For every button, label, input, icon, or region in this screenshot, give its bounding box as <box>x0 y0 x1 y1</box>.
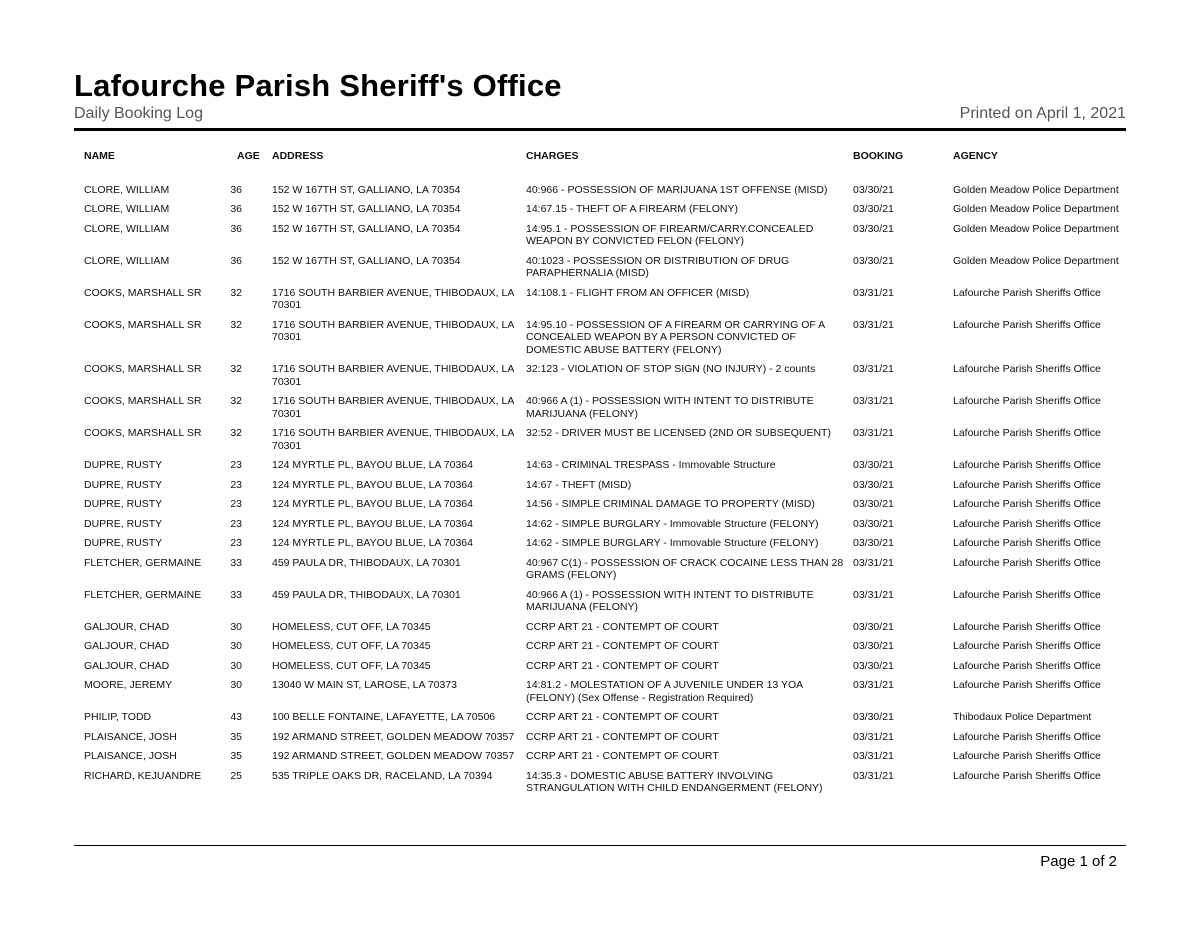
row-spacer <box>74 637 84 657</box>
row-spacer <box>74 586 84 618</box>
cell-booking: 03/31/21 <box>853 730 894 743</box>
cell-name: FLETCHER, GERMAINE <box>84 588 202 601</box>
cell-booking: 03/30/21 <box>853 498 894 510</box>
table-row <box>74 747 1126 767</box>
cell-address: 1716 SOUTH BARBIER AVENUE, THIBODAUX, LA 70301 <box>272 286 514 311</box>
cell-agency: Lafourche Parish Sheriffs Office <box>953 517 1101 530</box>
cell-age: 23 <box>230 537 242 549</box>
row-spacer <box>74 554 84 586</box>
cell-name: PLAISANCE, JOSH <box>84 750 177 762</box>
cell-name: COOKS, MARSHALL SR <box>84 363 202 375</box>
table-row <box>74 284 1126 316</box>
table-row <box>74 181 1126 201</box>
page-number: Page 1 of 2 <box>1040 853 1117 870</box>
cell-charges: 14:63 - CRIMINAL TRESPASS - Immovable Structure <box>526 459 776 471</box>
cell-charges: 40:966 A (1) - POSSESSION WITH INTENT TO DISTRIBUTE MARIJUANA (FELONY) <box>526 395 814 420</box>
cell-booking: 03/30/21 <box>853 183 894 196</box>
printed-date: Printed on April 1, 2021 <box>959 105 1126 122</box>
cell-name: CLORE, WILLIAM <box>84 183 170 196</box>
cell-booking: 03/31/21 <box>853 588 894 601</box>
cell-charges: 14:62 - SIMPLE BURGLARY - Immovable Structure (FELONY) <box>526 537 819 549</box>
cell-agency: Lafourche Parish Sheriffs Office <box>953 556 1101 569</box>
header-divider <box>74 128 1126 131</box>
cell-booking: 03/30/21 <box>853 659 894 672</box>
cell-address: 535 TRIPLE OAKS DR, RACELAND, LA 70394 <box>272 769 493 782</box>
cell-booking: 03/31/21 <box>853 395 894 407</box>
cell-name: GALJOUR, CHAD <box>84 620 170 633</box>
table-row <box>74 637 1126 657</box>
cell-booking: 03/31/21 <box>853 286 894 299</box>
column-header-name: NAME <box>84 150 115 162</box>
cell-address: 152 W 167TH ST, GALLIANO, LA 70354 <box>272 254 461 267</box>
cell-agency: Lafourche Parish Sheriffs Office <box>953 286 1101 299</box>
cell-booking: 03/30/21 <box>853 254 894 267</box>
row-spacer <box>74 424 84 456</box>
cell-charges: 14:81.2 - MOLESTATION OF A JUVENILE UNDER 13 YOA (FELONY) (Sex Offense - Registration Required) <box>526 679 803 704</box>
cell-address: 152 W 167TH ST, GALLIANO, LA 70354 <box>272 222 461 235</box>
cell-age: 30 <box>230 640 242 652</box>
cell-age: 33 <box>230 588 242 601</box>
table-row <box>74 456 1126 476</box>
cell-booking: 03/30/21 <box>853 620 894 633</box>
booking-table <box>74 148 1126 799</box>
cell-agency: Lafourche Parish Sheriffs Office <box>953 478 1101 491</box>
cell-address: 124 MYRTLE PL, BAYOU BLUE, LA 70364 <box>272 498 473 510</box>
page-title: Lafourche Parish Sheriff's Office <box>74 68 562 103</box>
table-row <box>74 220 1126 252</box>
cell-address: 152 W 167TH ST, GALLIANO, LA 70354 <box>272 183 461 196</box>
cell-address: 459 PAULA DR, THIBODAUX, LA 70301 <box>272 556 461 569</box>
cell-name: COOKS, MARSHALL SR <box>84 427 202 439</box>
row-spacer <box>74 456 84 476</box>
cell-agency: Lafourche Parish Sheriffs Office <box>953 537 1101 549</box>
row-spacer <box>74 708 84 728</box>
cell-agency: Lafourche Parish Sheriffs Office <box>953 395 1101 407</box>
cell-name: DUPRE, RUSTY <box>84 478 163 491</box>
cell-age: 43 <box>230 711 242 723</box>
cell-name: DUPRE, RUSTY <box>84 537 163 549</box>
cell-agency: Lafourche Parish Sheriffs Office <box>953 363 1101 375</box>
column-header-age: AGE <box>237 150 260 162</box>
cell-agency: Lafourche Parish Sheriffs Office <box>953 750 1101 762</box>
header-spacer <box>74 148 84 181</box>
cell-address: 459 PAULA DR, THIBODAUX, LA 70301 <box>272 588 461 601</box>
cell-name: PLAISANCE, JOSH <box>84 730 177 743</box>
cell-booking: 03/31/21 <box>853 318 894 331</box>
cell-address: HOMELESS, CUT OFF, LA 70345 <box>272 640 431 652</box>
table-body <box>74 181 1126 799</box>
cell-age: 23 <box>230 517 242 530</box>
cell-name: GALJOUR, CHAD <box>84 659 170 672</box>
cell-age: 36 <box>230 183 242 196</box>
table-row <box>74 534 1126 554</box>
cell-name: RICHARD, KEJUANDRE <box>84 769 202 782</box>
cell-charges: CCRP ART 21 - CONTEMPT OF COURT <box>526 711 719 723</box>
cell-name: PHILIP, TODD <box>84 711 152 723</box>
cell-agency: Golden Meadow Police Department <box>953 254 1119 267</box>
table-row <box>74 708 1126 728</box>
cell-age: 23 <box>230 459 242 471</box>
cell-charges: 14:62 - SIMPLE BURGLARY - Immovable Structure (FELONY) <box>526 517 819 530</box>
cell-age: 32 <box>230 427 242 439</box>
cell-booking: 03/31/21 <box>853 556 894 569</box>
row-spacer <box>74 767 84 799</box>
cell-charges: CCRP ART 21 - CONTEMPT OF COURT <box>526 659 719 672</box>
row-spacer <box>74 476 84 496</box>
cell-address: 152 W 167TH ST, GALLIANO, LA 70354 <box>272 203 461 215</box>
cell-agency: Lafourche Parish Sheriffs Office <box>953 318 1101 331</box>
cell-charges: 14:56 - SIMPLE CRIMINAL DAMAGE TO PROPERTY (MISD) <box>526 498 815 510</box>
cell-agency: Lafourche Parish Sheriffs Office <box>953 459 1101 471</box>
column-header-charges: CHARGES <box>526 150 579 162</box>
row-spacer <box>74 676 84 708</box>
table-row <box>74 476 1126 496</box>
cell-age: 33 <box>230 556 242 569</box>
row-spacer <box>74 360 84 392</box>
cell-age: 25 <box>230 769 242 782</box>
row-spacer <box>74 200 84 220</box>
cell-agency: Lafourche Parish Sheriffs Office <box>953 640 1101 652</box>
cell-charges: 40:967 C(1) - POSSESSION OF CRACK COCAINE LESS THAN 28 GRAMS (FELONY) <box>526 556 844 581</box>
cell-age: 23 <box>230 498 242 510</box>
row-spacer <box>74 392 84 424</box>
cell-charges: 14:67.15 - THEFT OF A FIREARM (FELONY) <box>526 203 738 215</box>
cell-age: 36 <box>230 254 242 267</box>
column-header-booking: BOOKING <box>853 150 904 162</box>
row-spacer <box>74 284 84 316</box>
cell-age: 36 <box>230 203 242 215</box>
cell-charges: CCRP ART 21 - CONTEMPT OF COURT <box>526 620 719 633</box>
cell-name: CLORE, WILLIAM <box>84 203 170 215</box>
column-header-agency: AGENCY <box>953 150 998 162</box>
cell-booking: 03/30/21 <box>853 517 894 530</box>
row-spacer <box>74 534 84 554</box>
cell-agency: Lafourche Parish Sheriffs Office <box>953 588 1101 601</box>
cell-agency: Thibodaux Police Department <box>953 711 1092 723</box>
cell-address: 124 MYRTLE PL, BAYOU BLUE, LA 70364 <box>272 517 473 530</box>
cell-charges: 14:95.1 - POSSESSION OF FIREARM/CARRY.CONCEALED WEAPON BY CONVICTED FELON (FELONY) <box>526 222 814 247</box>
table-row <box>74 586 1126 618</box>
table-row <box>74 554 1126 586</box>
cell-address: 124 MYRTLE PL, BAYOU BLUE, LA 70364 <box>272 459 473 471</box>
cell-name: DUPRE, RUSTY <box>84 517 163 530</box>
cell-agency: Lafourche Parish Sheriffs Office <box>953 498 1101 510</box>
row-spacer <box>74 728 84 748</box>
cell-booking: 03/30/21 <box>853 537 894 549</box>
cell-age: 32 <box>230 395 242 407</box>
column-header-address: ADDRESS <box>272 150 324 162</box>
cell-address: 124 MYRTLE PL, BAYOU BLUE, LA 70364 <box>272 478 473 491</box>
table-header-row <box>74 148 1126 181</box>
cell-charges: 40:966 A (1) - POSSESSION WITH INTENT TO DISTRIBUTE MARIJUANA (FELONY) <box>526 588 814 613</box>
cell-charges: 14:67 - THEFT (MISD) <box>526 478 632 491</box>
table-row <box>74 200 1126 220</box>
cell-age: 32 <box>230 318 242 331</box>
cell-charges: CCRP ART 21 - CONTEMPT OF COURT <box>526 640 719 652</box>
row-spacer <box>74 495 84 515</box>
cell-booking: 03/31/21 <box>853 679 894 691</box>
cell-agency: Golden Meadow Police Department <box>953 222 1119 235</box>
cell-name: COOKS, MARSHALL SR <box>84 286 202 299</box>
cell-address: 1716 SOUTH BARBIER AVENUE, THIBODAUX, LA 70301 <box>272 363 514 388</box>
cell-agency: Lafourche Parish Sheriffs Office <box>953 769 1101 782</box>
cell-age: 36 <box>230 222 242 235</box>
cell-agency: Lafourche Parish Sheriffs Office <box>953 427 1101 439</box>
cell-charges: CCRP ART 21 - CONTEMPT OF COURT <box>526 750 719 762</box>
cell-address: 192 ARMAND STREET, GOLDEN MEADOW 70357 <box>272 750 515 762</box>
row-spacer <box>74 515 84 535</box>
cell-name: CLORE, WILLIAM <box>84 254 170 267</box>
table-row <box>74 657 1126 677</box>
cell-booking: 03/31/21 <box>853 363 894 375</box>
row-spacer <box>74 181 84 201</box>
cell-agency: Lafourche Parish Sheriffs Office <box>953 730 1101 743</box>
cell-booking: 03/30/21 <box>853 478 894 491</box>
cell-age: 23 <box>230 478 242 491</box>
cell-name: GALJOUR, CHAD <box>84 640 170 652</box>
cell-charges: 40:1023 - POSSESSION OR DISTRIBUTION OF DRUG PARAPHERNALIA (MISD) <box>526 254 790 279</box>
table-row <box>74 767 1126 799</box>
row-spacer <box>74 220 84 252</box>
cell-age: 30 <box>230 659 242 672</box>
cell-charges: 40:966 - POSSESSION OF MARIJUANA 1ST OFFENSE (MISD) <box>526 183 828 196</box>
cell-agency: Golden Meadow Police Department <box>953 203 1119 215</box>
cell-address: HOMELESS, CUT OFF, LA 70345 <box>272 620 431 633</box>
cell-charges: 14:35.3 - DOMESTIC ABUSE BATTERY INVOLVING STRANGULATION WITH CHILD ENDANGERMENT (FELONY) <box>526 769 823 794</box>
page-subtitle: Daily Booking Log <box>74 105 203 122</box>
table-row <box>74 728 1126 748</box>
cell-booking: 03/30/21 <box>853 203 894 215</box>
cell-name: FLETCHER, GERMAINE <box>84 556 202 569</box>
cell-booking: 03/30/21 <box>853 640 894 652</box>
table-row <box>74 392 1126 424</box>
cell-name: COOKS, MARSHALL SR <box>84 395 202 407</box>
cell-age: 30 <box>230 620 242 633</box>
cell-charges: CCRP ART 21 - CONTEMPT OF COURT <box>526 730 719 743</box>
cell-agency: Lafourche Parish Sheriffs Office <box>953 620 1101 633</box>
cell-name: DUPRE, RUSTY <box>84 498 163 510</box>
cell-agency: Golden Meadow Police Department <box>953 183 1119 196</box>
row-spacer <box>74 316 84 361</box>
cell-address: 13040 W MAIN ST, LAROSE, LA 70373 <box>272 679 458 691</box>
table-row <box>74 515 1126 535</box>
cell-address: 1716 SOUTH BARBIER AVENUE, THIBODAUX, LA 70301 <box>272 427 514 452</box>
cell-name: MOORE, JEREMY <box>84 679 173 691</box>
table-row <box>74 424 1126 456</box>
cell-name: CLORE, WILLIAM <box>84 222 170 235</box>
booking-log-page <box>74 0 1126 927</box>
cell-agency: Lafourche Parish Sheriffs Office <box>953 659 1101 672</box>
cell-name: DUPRE, RUSTY <box>84 459 163 471</box>
table-row <box>74 618 1126 638</box>
cell-charges: 32:52 - DRIVER MUST BE LICENSED (2ND OR SUBSEQUENT) <box>526 427 831 439</box>
table-row <box>74 360 1126 392</box>
cell-name: COOKS, MARSHALL SR <box>84 318 202 331</box>
cell-age: 32 <box>230 286 242 299</box>
row-spacer <box>74 618 84 638</box>
cell-booking: 03/30/21 <box>853 711 894 723</box>
cell-age: 35 <box>230 730 242 743</box>
cell-booking: 03/31/21 <box>853 750 894 762</box>
row-spacer <box>74 747 84 767</box>
cell-age: 32 <box>230 363 242 375</box>
cell-address: 192 ARMAND STREET, GOLDEN MEADOW 70357 <box>272 730 515 743</box>
cell-address: 1716 SOUTH BARBIER AVENUE, THIBODAUX, LA 70301 <box>272 395 514 420</box>
cell-address: 124 MYRTLE PL, BAYOU BLUE, LA 70364 <box>272 537 473 549</box>
table-row <box>74 316 1126 361</box>
cell-age: 35 <box>230 750 242 762</box>
table-row <box>74 252 1126 284</box>
cell-booking: 03/30/21 <box>853 459 894 471</box>
footer-divider <box>74 845 1126 846</box>
cell-charges: 14:95.10 - POSSESSION OF A FIREARM OR CARRYING OF A CONCEALED WEAPON BY A PERSON CONVICTED OF DOMESTIC ABUSE BATTERY (FELONY) <box>526 318 825 356</box>
row-spacer <box>74 252 84 284</box>
table-row <box>74 676 1126 708</box>
cell-charges: 14:108.1 - FLIGHT FROM AN OFFICER (MISD) <box>526 286 750 299</box>
cell-booking: 03/31/21 <box>853 427 894 439</box>
table-row <box>74 495 1126 515</box>
cell-agency: Lafourche Parish Sheriffs Office <box>953 679 1101 691</box>
cell-address: 1716 SOUTH BARBIER AVENUE, THIBODAUX, LA 70301 <box>272 318 514 343</box>
cell-age: 30 <box>230 679 242 691</box>
row-spacer <box>74 657 84 677</box>
cell-charges: 32:123 - VIOLATION OF STOP SIGN (NO INJURY) - 2 counts <box>526 363 816 375</box>
cell-address: 100 BELLE FONTAINE, LAFAYETTE, LA 70506 <box>272 711 496 723</box>
cell-address: HOMELESS, CUT OFF, LA 70345 <box>272 659 431 672</box>
cell-booking: 03/31/21 <box>853 769 894 782</box>
cell-booking: 03/30/21 <box>853 222 894 235</box>
